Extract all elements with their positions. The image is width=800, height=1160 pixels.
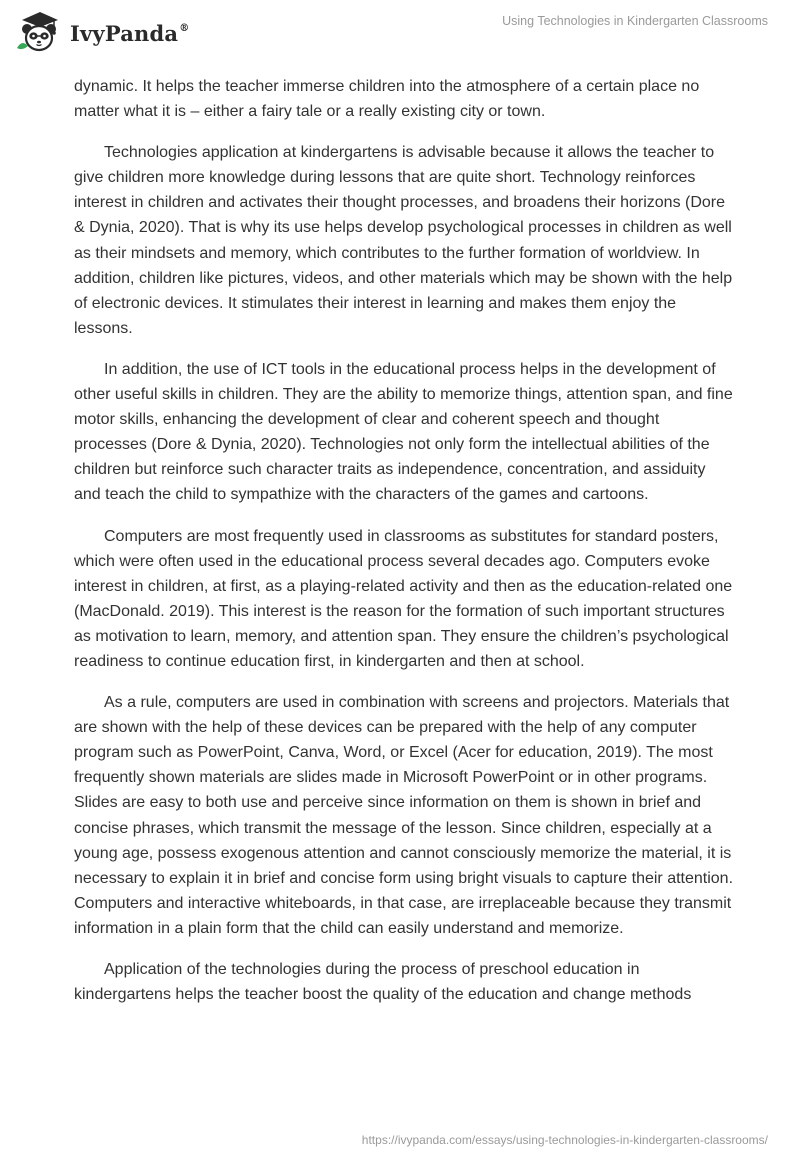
ivypanda-logo[interactable] xyxy=(14,8,189,54)
paragraph: Application of the technologies during the process of preschool education in kindergartens helps the teacher boost the quality of the education and change methods xyxy=(74,961,692,1004)
paragraph: dynamic. It helps the teacher immerse children into the atmosphere of a certain place no matter what it is – either a fairy tale or a really existing city or town. xyxy=(74,78,700,121)
paragraph: In addition, the use of ICT tools in the educational process helps in the development of other useful skills in children. They are the ability to memorize things, attention span, and fine motor skills, enhancing the development of clear and coherent speech and thought processes (Dore & Dynia, 2020). Technologies not only form the intellectual abilities of the children but reinforce such character traits as independence, concentration, and assiduity and teach the child to sympathize with the characters of the games and cartoons. xyxy=(74,360,733,504)
panda-graduate-icon xyxy=(14,8,64,54)
essay-body xyxy=(74,74,734,1023)
document-title: Using Technologies in Kindergarten Classrooms xyxy=(502,14,768,28)
page-header xyxy=(0,0,800,60)
source-url[interactable]: https://ivypanda.com/essays/using-technologies-in-kindergarten-classrooms/ xyxy=(361,1133,768,1147)
registered-mark: ® xyxy=(179,22,190,34)
paragraph: As a rule, computers are used in combination with screens and projectors. Materials that are shown with the help of these devices can be prepared with the help of any computer program such as PowerPoint, Canva, Word, or Excel (Acer for education, 2019). The most frequently shown materials are slides made in Microsoft PowerPoint or in other programs. Slides are easy to both use and perceive since information on them is shown in brief and concise phrases, which transmit the message of the lesson. Since children, especially at a young age, possess exogenous attention and cannot consciously memorize the material, it is necessary to explain it in brief and concise form using bright visuals to capture their attention. Computers and interactive whiteboards, in that case, are irreplaceable because they transmit information in a plain form that the child can easily understand and memorize. xyxy=(74,694,734,937)
brand-name: IvyPanda® xyxy=(70,20,190,46)
paragraph: Computers are most frequently used in classrooms as substitutes for standard posters, which were often used in the educational process several decades ago. Computers evoke interest in children, at first, as a playing-related activity and then as the education-related one (MacDonald. 2019). This interest is the reason for the formation of such important structures as motivation to learn, memory, and attention span. They ensure the children’s psychological readiness to continue education first, in kindergarten and then at school. xyxy=(74,527,733,670)
paragraph: Technologies application at kindergartens is advisable because it allows the teacher to give children more knowledge during lessons that are quite short. Technology reinforces interest in children and activates their thought processes, and broadens their horizons (Dore & Dynia, 2020). That is why its use helps develop psychological processes in children as well as their mindsets and memory, which contributes to the further formation of worldview. In addition, children like pictures, videos, and other materials which may be shown with the help of electronic devices. It stimulates their interest in learning and makes them enjoy the lessons. xyxy=(74,144,733,337)
